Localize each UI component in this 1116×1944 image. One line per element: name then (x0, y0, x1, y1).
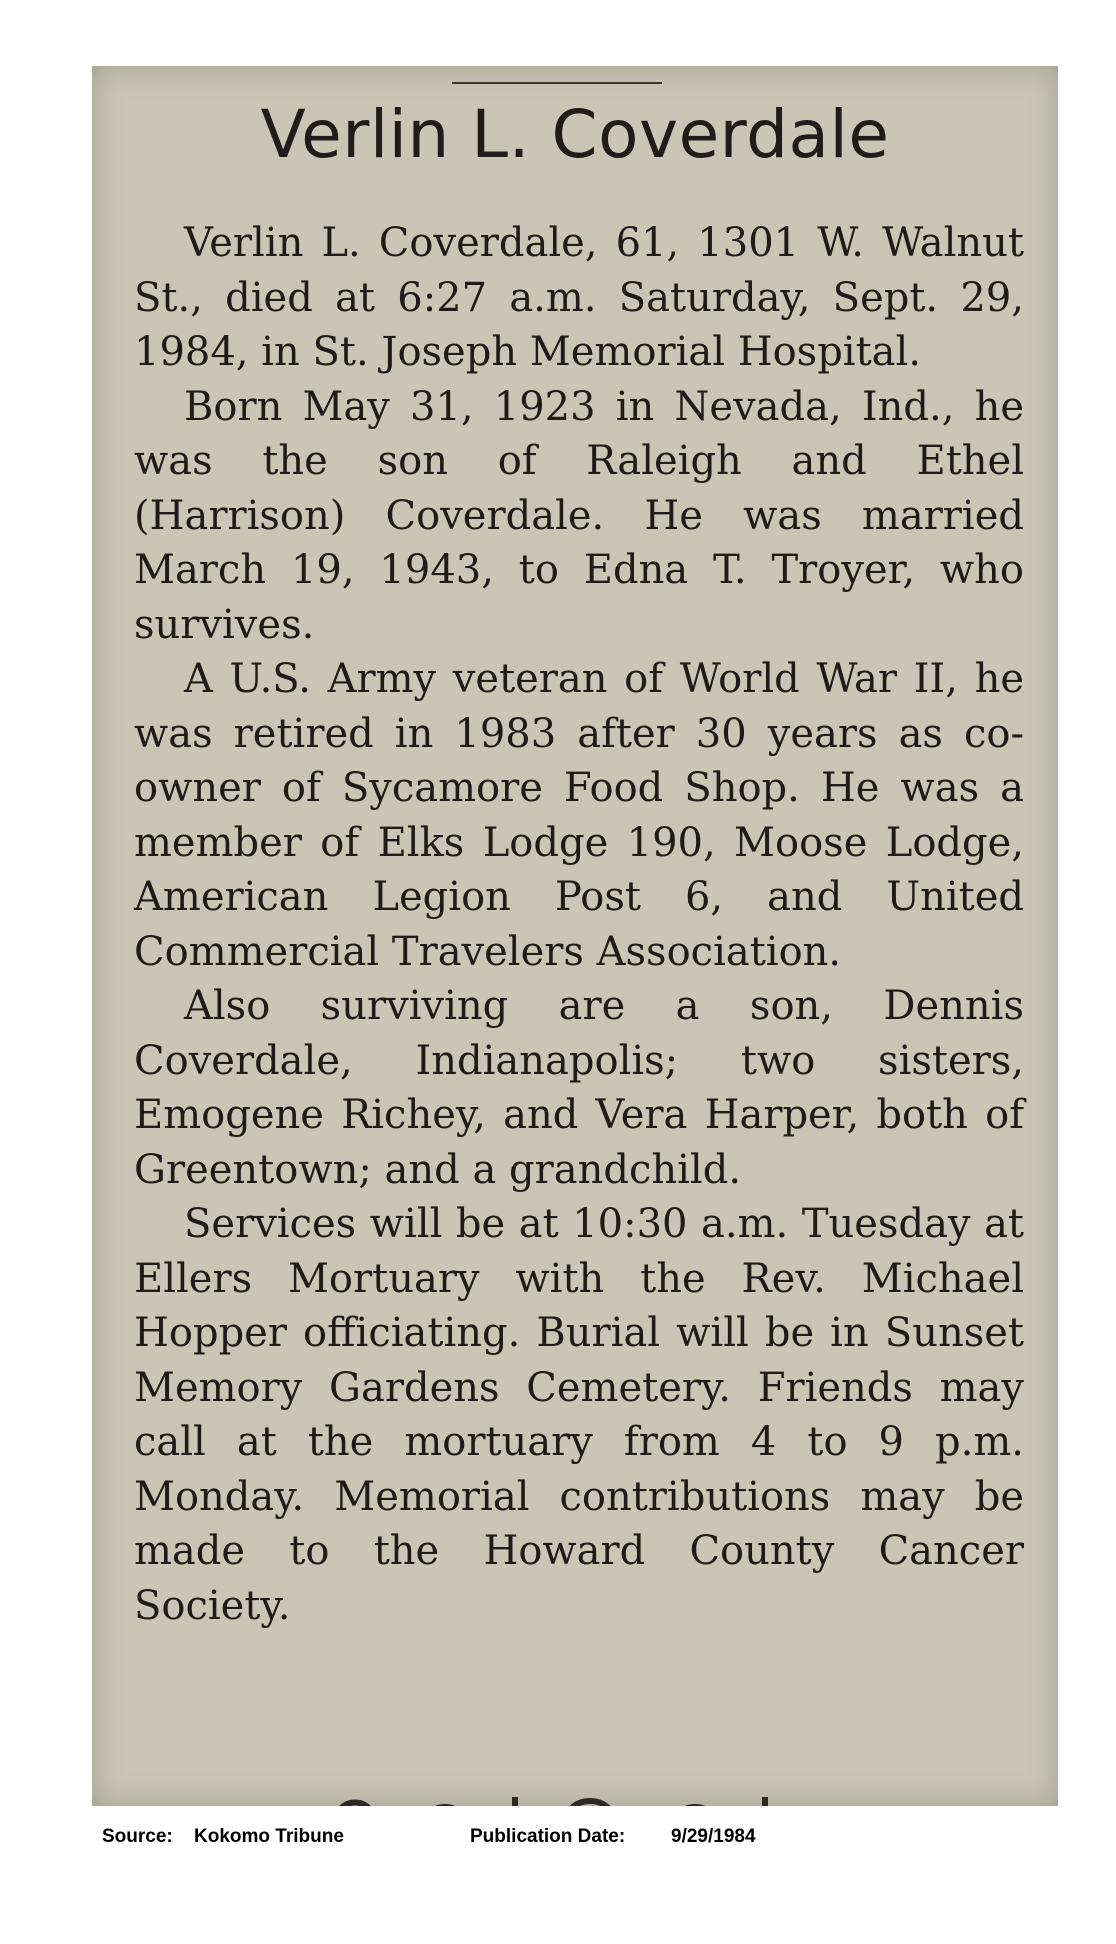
cut-off-text-shape (315, 1787, 835, 1806)
publication-date-label: Publication Date: (470, 1826, 626, 1847)
publication-date-value: 9/29/1984 (671, 1826, 756, 1847)
obituary-headline: Verlin L. Coverdale (260, 96, 890, 173)
newspaper-clipping (92, 66, 1058, 1806)
obituary-paragraph-career: A U.S. Army veteran of World War II, he was retired in 1983 after 30 years as co-owner of Sycamore Food Shop. He was a member of Elks Lodge 190, Moose Lodge, American Legion Post 6, and United Commercial Travelers Association. (134, 656, 1024, 975)
source-label: Source: (102, 1826, 173, 1847)
clipping-cut-off-headline-fragment (92, 1784, 1058, 1806)
obituary-paragraph-death: Verlin L. Coverdale, 61, 1301 W. Walnut St., died at 6:27 a.m. Saturday, Sept. 29, 1984, in St. Joseph Memorial Hospital. (134, 220, 1024, 375)
obituary-paragraph-survivors: Also surviving are a son, Dennis Coverdale, Indianapolis; two sisters, Emogene Richey, and Vera Harper, both of Greentown; and a grandchild. (134, 983, 1024, 1193)
obituary-paragraph-birth: Born May 31, 1923 in Nevada, Ind., he was the son of Raleigh and Ethel (Harrison) Coverdale. He was married March 19, 1943, to Edna T. Troyer, who survives. (134, 383, 1024, 648)
clipping-top-rule (452, 82, 662, 84)
obituary-paragraph-services: Services will be at 10:30 a.m. Tuesday at Ellers Mortuary with the Rev. Michael Hopper officiating. Burial will be in Sunset Memory Gardens Cemetery. Friends may call at the mortuary from 4 to 9 p.m. Monday. Memorial contributions may be made to the Howard County Cancer Society. (134, 1201, 1024, 1629)
obituary-body (134, 216, 1024, 1633)
source-value: Kokomo Tribune (194, 1826, 344, 1847)
source-footer (0, 1826, 1116, 1852)
